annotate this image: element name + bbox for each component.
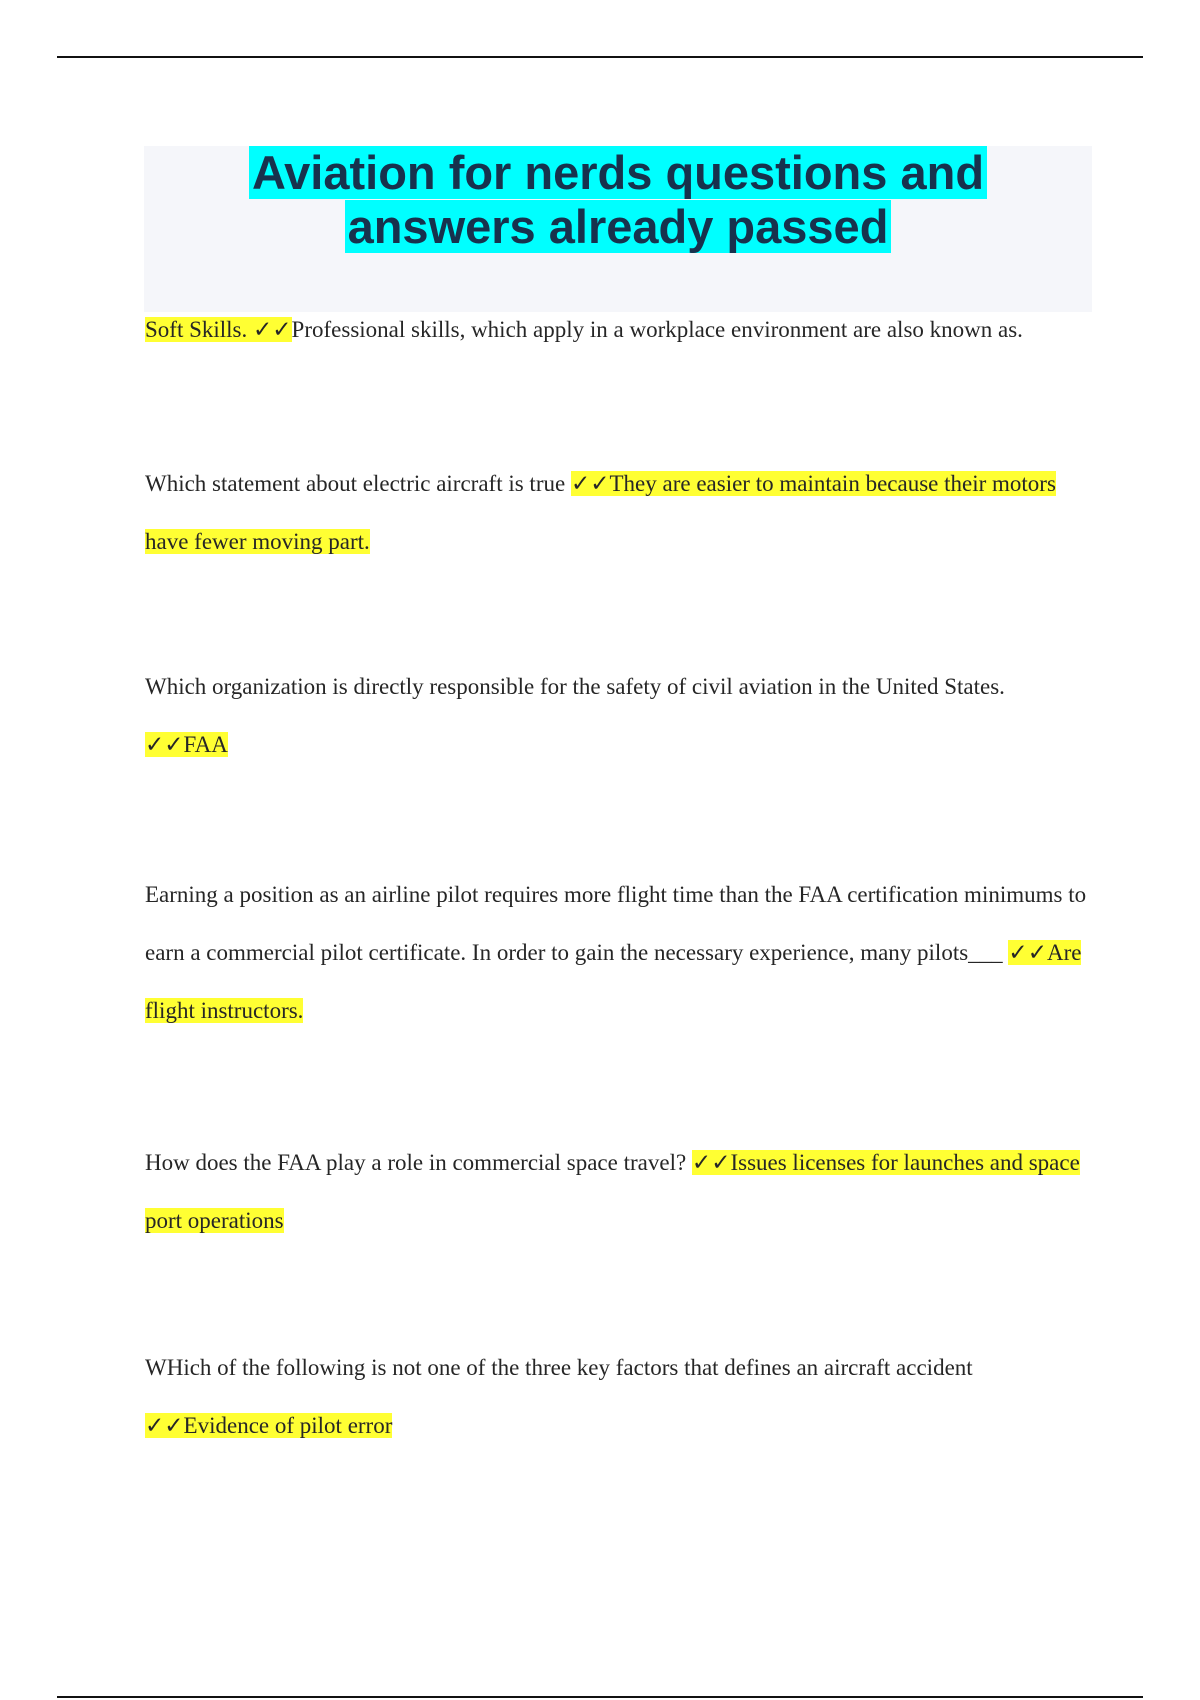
question-6: WHich of the following is not one of the three key factors that defines an aircraft accident xyxy=(145,1355,973,1380)
question-1: Professional skills, which apply in a workplace environment are also known as. xyxy=(291,317,1023,342)
answer-4: ✓✓Are flight instructors. xyxy=(145,940,1082,1023)
qa-item-6 xyxy=(145,1339,1095,1455)
qa-item-4 xyxy=(145,866,1095,1040)
answer-2: ✓✓They are easier to maintain because their motors have fewer moving part. xyxy=(145,471,1056,554)
document-title xyxy=(144,146,1092,254)
question-5: How does the FAA play a role in commercial space travel? xyxy=(145,1150,692,1175)
title-line-2: answers already passed xyxy=(345,200,892,253)
answer-6: ✓✓Evidence of pilot error xyxy=(145,1413,393,1438)
qa-item-1 xyxy=(145,301,1095,359)
question-4: Earning a position as an airline pilot requires more flight time than the FAA certification minimums to earn a commercial pilot certificate. In order to gain the necessary experience, many pilots___ xyxy=(145,882,1087,965)
answer-3: ✓✓FAA xyxy=(145,732,228,757)
qa-item-3 xyxy=(145,658,1095,774)
question-3: Which organization is directly responsible for the safety of civil aviation in the United States. xyxy=(145,674,1005,699)
qa-item-2 xyxy=(145,455,1095,571)
top-rule xyxy=(57,56,1143,58)
answer-1: Soft Skills. ✓✓ xyxy=(145,317,292,342)
question-2: Which statement about electric aircraft is true xyxy=(145,471,571,496)
qa-item-5 xyxy=(145,1134,1095,1250)
bottom-rule xyxy=(57,1696,1143,1698)
title-line-1: Aviation for nerds questions and xyxy=(249,146,987,199)
title-block xyxy=(144,146,1092,312)
answer-5: ✓✓Issues licenses for launches and space port operations xyxy=(145,1150,1080,1233)
